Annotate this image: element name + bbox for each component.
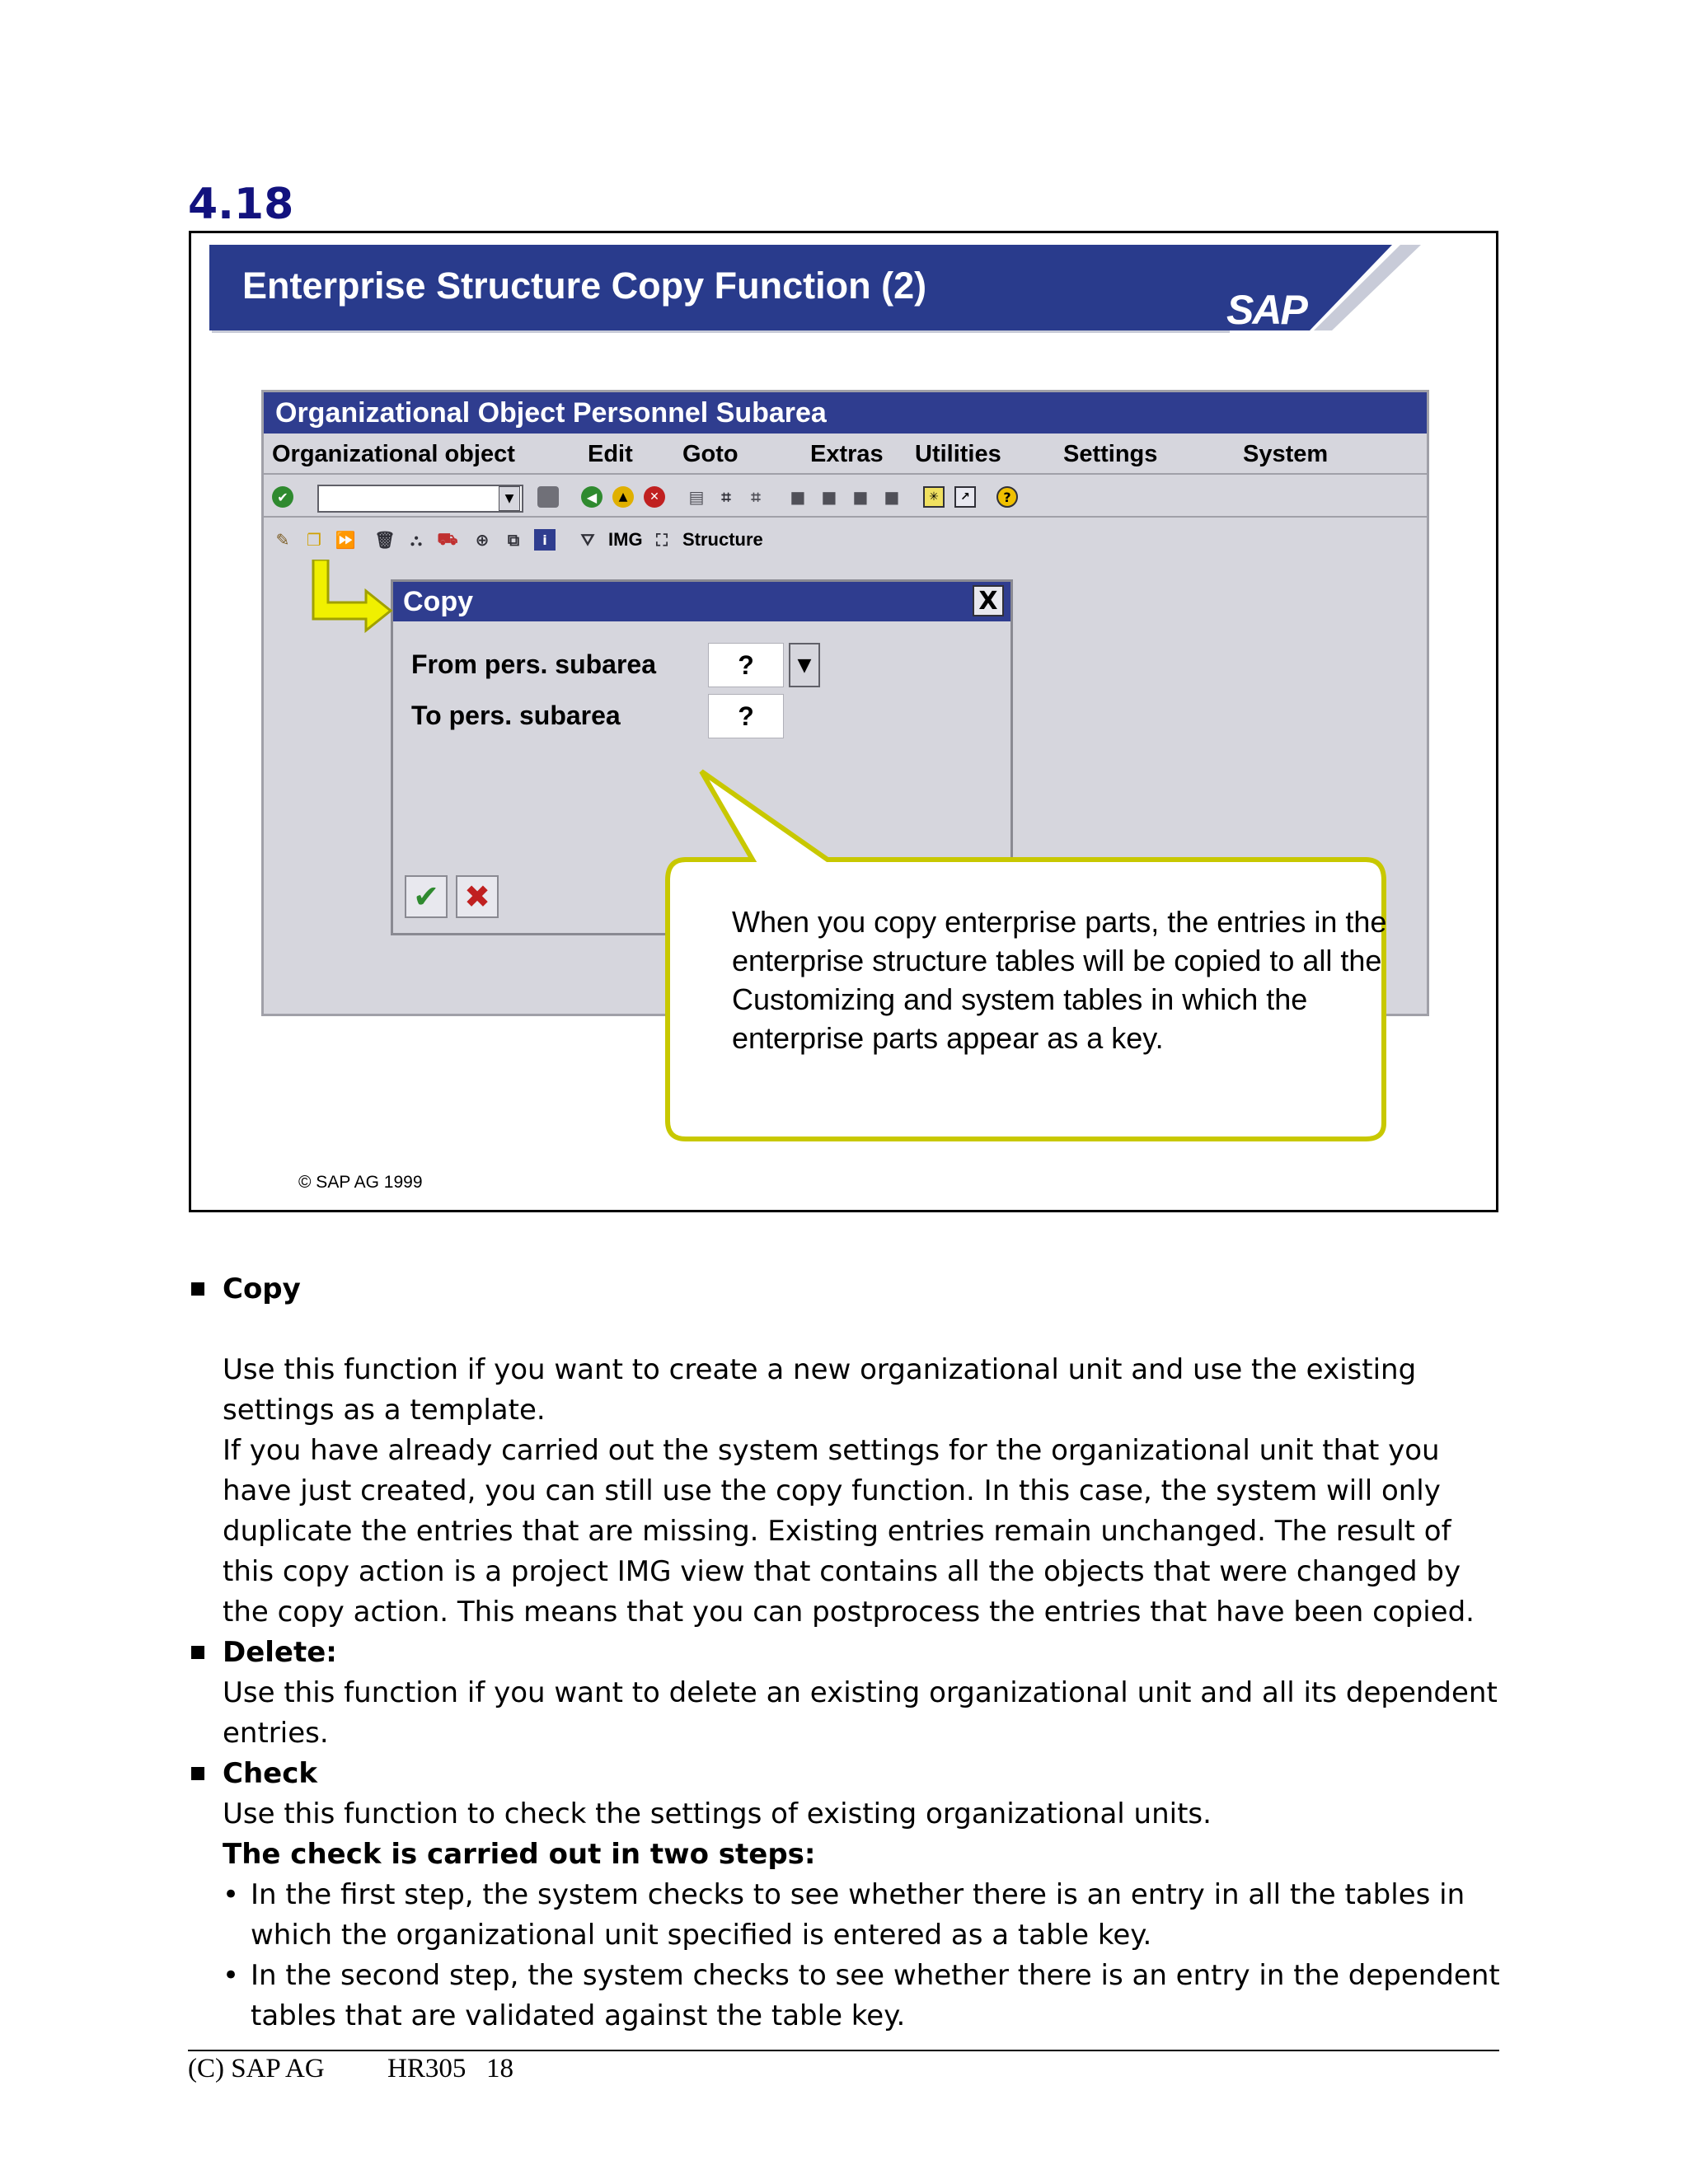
application-toolbar — [264, 521, 1427, 559]
menu-goto[interactable]: Goto — [682, 441, 738, 467]
delete-icon[interactable]: 🗑 — [374, 530, 396, 550]
copy-icon[interactable]: ❐ — [307, 530, 321, 550]
save-icon[interactable] — [537, 486, 559, 508]
slide — [189, 231, 1498, 1212]
last-page-icon[interactable]: ■ — [884, 487, 900, 507]
dialog-title-bar — [393, 582, 1010, 621]
menu-settings[interactable]: Settings — [1063, 441, 1158, 467]
structure-icon[interactable]: ⛶ — [656, 530, 668, 550]
menu-bar — [264, 435, 1427, 475]
menu-organizational-object[interactable]: Organizational object — [272, 441, 515, 467]
callout-text: When you copy enterprise parts, the entries in the enterprise structure tables will be copied to all the Customizing and system tables in which the enterprise parts appear as a key. — [732, 905, 1387, 1055]
next-page-icon[interactable]: ■ — [852, 487, 869, 507]
transport-icon[interactable]: ⛟ — [437, 528, 458, 549]
structure-small-icon[interactable]: ⧉ — [507, 530, 520, 550]
delete-heading: Delete: — [188, 1633, 1507, 1673]
menu-extras[interactable]: Extras — [810, 441, 884, 467]
to-subarea-field[interactable]: ? — [708, 694, 784, 738]
explanation-text — [188, 1269, 1507, 2036]
window-title: Organizational Object Personnel Subarea — [275, 397, 827, 429]
menu-system[interactable]: System — [1243, 441, 1329, 467]
enter-icon[interactable]: ✔ — [272, 486, 293, 508]
copy-as-icon[interactable]: ⏩ — [335, 530, 356, 550]
first-page-icon[interactable]: ■ — [790, 487, 806, 507]
filter-icon[interactable]: ⛛ — [580, 530, 595, 550]
from-subarea-dropdown-icon[interactable]: ▼ — [789, 643, 820, 687]
edit-pencil-icon[interactable]: ✎ — [275, 530, 290, 550]
window-title-bar — [264, 392, 1427, 434]
check-steps-heading: The check is carried out in two steps: — [223, 1838, 816, 1871]
dialog-title: Copy — [403, 586, 473, 617]
create-session-icon[interactable]: ✳ — [923, 486, 945, 508]
back-icon[interactable]: ◀ — [581, 486, 603, 508]
yellow-arrow-icon — [307, 560, 406, 634]
find-next-icon[interactable]: ⌗ — [751, 487, 761, 507]
section-number: 4.18 — [188, 180, 294, 229]
footer-divider — [188, 2050, 1499, 2051]
check-heading: Check — [188, 1754, 1507, 1794]
copy-heading: Copy — [188, 1269, 1507, 1310]
footer-copyright: (C) SAP AG — [188, 2054, 325, 2083]
info-icon[interactable]: i — [534, 529, 556, 551]
help-icon[interactable]: ? — [996, 486, 1018, 508]
command-dropdown-icon[interactable]: ▼ — [499, 486, 520, 511]
exit-icon[interactable]: ▲ — [612, 486, 634, 508]
slide-copyright: © SAP AG 1999 — [298, 1173, 423, 1192]
copy-paragraph-1: Use this function if you want to create a new organizational unit and use the existing settings as a template. — [223, 1353, 1417, 1427]
footer-course: HR305 — [387, 2054, 467, 2083]
standard-toolbar — [264, 476, 1427, 518]
menu-edit[interactable]: Edit — [588, 441, 633, 467]
footer-page-number: 18 — [486, 2054, 513, 2083]
previous-page-icon[interactable]: ■ — [821, 487, 837, 507]
command-field[interactable] — [317, 485, 523, 513]
check-step-1: • In the first step, the system checks to see whether there is an entry in all the tables in which the organizational unit specified is entered as a table key. — [188, 1875, 1507, 1956]
check-paragraph: Use this function to check the settings of existing organizational units. — [223, 1797, 1212, 1830]
sap-logo: SAP — [1223, 245, 1429, 330]
slide-title-bar — [209, 245, 1227, 330]
delete-paragraph: Use this function if you want to delete an existing organizational unit and all its dependent entries. — [223, 1676, 1498, 1750]
check-icon[interactable]: ⛬ — [410, 530, 422, 550]
cancel-icon[interactable]: ✕ — [644, 486, 665, 508]
to-subarea-label: To pers. subarea — [411, 701, 621, 730]
img-button[interactable]: IMG — [608, 529, 643, 550]
cancel-x-icon[interactable]: ✖ — [456, 875, 499, 918]
copy-paragraph-2: If you have already carried out the system settings for the organizational unit that you have just created, you can still use the copy function. In this case, the system will only duplicate the entries that are missing. Existing entries remain unchanged. The result of this copy action is a project IMG view that contains all the objects that were changed by the copy action. This means that you can postprocess the entries that have been copied. — [223, 1434, 1475, 1629]
from-subarea-field[interactable]: ? — [708, 643, 784, 687]
print-icon[interactable]: ▤ — [688, 487, 705, 507]
close-icon[interactable]: X — [973, 585, 1004, 616]
structure-button[interactable]: Structure — [682, 529, 763, 550]
from-subarea-label: From pers. subarea — [411, 649, 656, 679]
find-icon[interactable]: ⌗ — [721, 487, 731, 507]
set-icon[interactable]: ⊕ — [475, 530, 490, 550]
slide-title: Enterprise Structure Copy Function (2) — [242, 265, 927, 307]
confirm-check-icon[interactable]: ✔ — [405, 875, 448, 918]
check-step-2: • In the second step, the system checks to see whether there is an entry in the dependent tables that are validated against the table key. — [188, 1956, 1507, 2036]
menu-utilities[interactable]: Utilities — [915, 441, 1001, 467]
shortcut-icon[interactable]: ↗ — [954, 486, 976, 508]
